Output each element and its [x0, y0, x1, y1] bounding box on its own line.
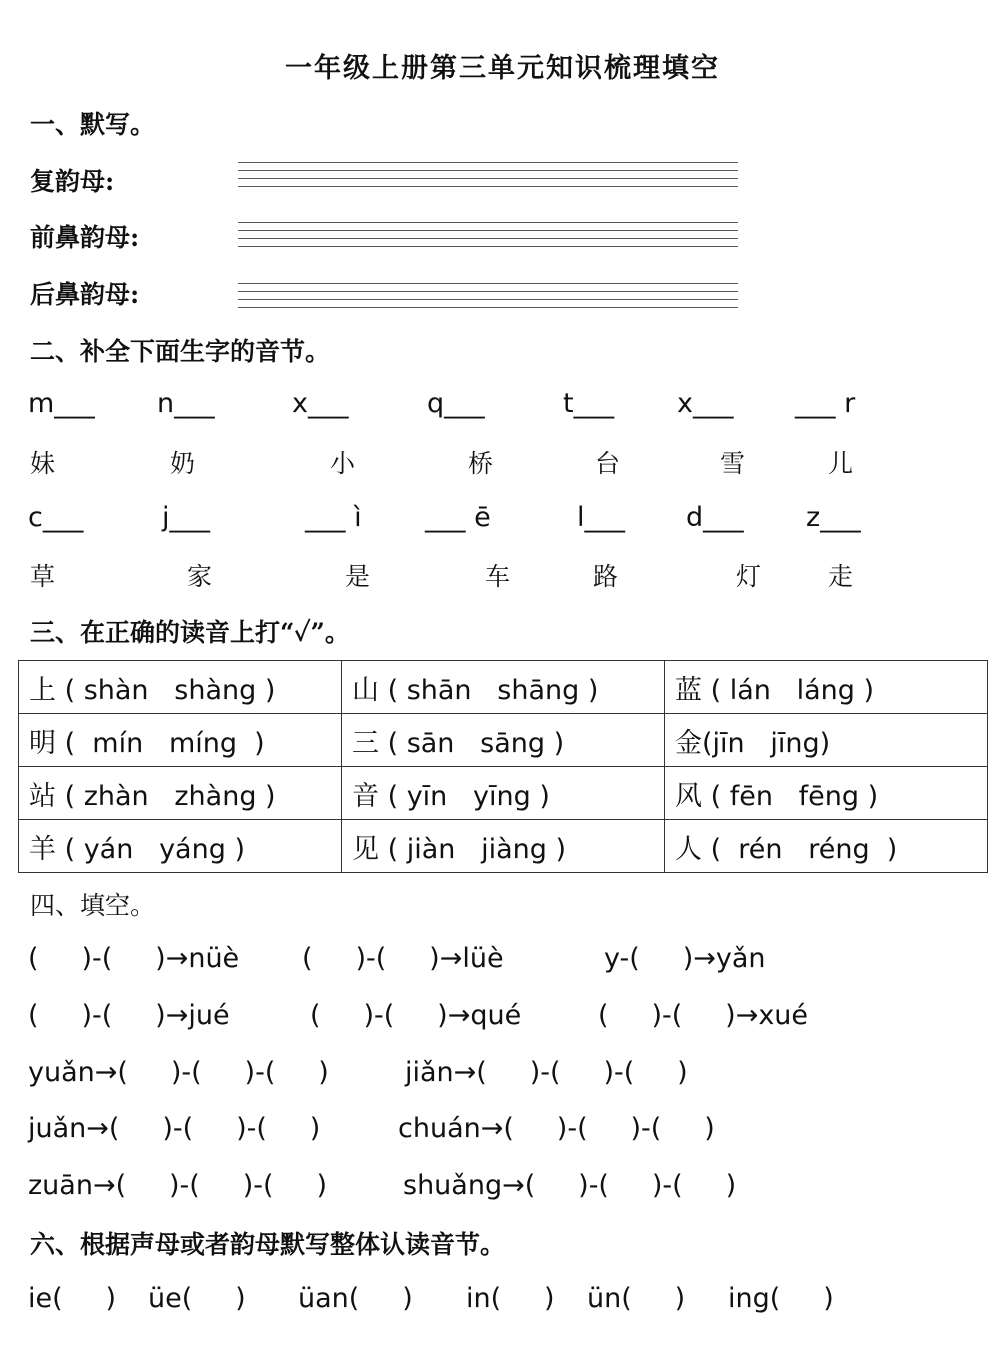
table-row	[19, 820, 988, 873]
hanzi-char: 小	[330, 449, 356, 478]
hanzi-char: 路	[593, 562, 619, 591]
tone-choice-cell[interactable]: 风 ( fēn fēng )	[665, 767, 988, 820]
page-title: 一年级上册第三单元知识梳理填空	[285, 53, 720, 84]
syllable-fill-item[interactable]: üan( )	[298, 1283, 413, 1314]
tone-choice-cell[interactable]: 见 ( jiàn jiàng )	[342, 820, 665, 873]
section1-heading: 一、默写。	[30, 110, 156, 139]
hanzi-char: 家	[187, 562, 213, 591]
section1-writing-lines-qianbi[interactable]	[238, 222, 738, 256]
hanzi-char: 台	[595, 449, 621, 478]
hanzi-char: 妹	[30, 449, 56, 478]
syllable-blank[interactable]: x___	[292, 388, 349, 419]
hanzi-char: 灯	[736, 562, 762, 591]
hanzi-char: 是	[345, 562, 371, 591]
syllable-fill-item[interactable]: ie( )	[28, 1283, 117, 1314]
tone-choice-cell[interactable]: 金(jīn jīng)	[665, 714, 988, 767]
table-row	[19, 714, 988, 767]
tone-choice-cell[interactable]: 三 ( sān sāng )	[342, 714, 665, 767]
hanzi-char: 雪	[720, 449, 746, 478]
syllable-blank[interactable]: t___	[563, 388, 615, 419]
hanzi-char: 草	[30, 562, 56, 591]
tone-choice-cell[interactable]: 明 ( mín míng )	[19, 714, 342, 767]
syllable-fill-item[interactable]: ün( )	[587, 1283, 686, 1314]
table-row	[19, 767, 988, 820]
section2-heading: 二、补全下面生字的音节。	[30, 337, 331, 366]
hanzi-char: 儿	[828, 449, 854, 478]
tone-choice-cell[interactable]: 上 ( shàn shàng )	[19, 661, 342, 714]
tone-choice-cell[interactable]: 羊 ( yán yáng )	[19, 820, 342, 873]
section4-heading: 四、填空。	[30, 891, 156, 920]
tone-choice-cell[interactable]: 站 ( zhàn zhàng )	[19, 767, 342, 820]
syllable-blank[interactable]: j___	[162, 502, 211, 533]
syllable-blank[interactable]: n___	[157, 388, 215, 419]
spelling-blank[interactable]: ( )-( )→qué	[310, 1000, 522, 1031]
hanzi-char: 走	[828, 562, 854, 591]
syllable-fill-item[interactable]: üe( )	[148, 1283, 246, 1314]
spelling-blank[interactable]: zuān→( )-( )-( )	[28, 1170, 327, 1201]
syllable-blank[interactable]: ___ ì	[305, 502, 362, 533]
spelling-blank[interactable]: juǎn→( )-( )-( )	[28, 1113, 321, 1144]
spelling-blank[interactable]: ( )-( )→lüè	[302, 943, 504, 974]
section1-writing-lines-houbi[interactable]	[238, 283, 738, 317]
table-row	[19, 661, 988, 714]
syllable-fill-item[interactable]: ing( )	[728, 1283, 834, 1314]
section1-label-fuyunmu: 复韵母:	[30, 167, 115, 196]
section6-heading: 六、根据声母或者韵母默写整体认读音节。	[30, 1230, 506, 1259]
tone-choice-cell[interactable]: 山 ( shān shāng )	[342, 661, 665, 714]
spelling-blank[interactable]: chuán→( )-( )-( )	[398, 1113, 715, 1144]
section1-label-houbi: 后鼻韵母:	[30, 280, 140, 309]
hanzi-char: 车	[485, 562, 511, 591]
section3-heading: 三、在正确的读音上打“✓”。	[30, 618, 350, 647]
spelling-blank[interactable]: ( )-( )→jué	[28, 1000, 230, 1031]
spelling-blank[interactable]: yuǎn→( )-( )-( )	[28, 1057, 329, 1088]
spelling-blank[interactable]: ( )-( )→nüè	[28, 943, 240, 974]
syllable-blank[interactable]: m___	[28, 388, 95, 419]
tone-choice-table	[18, 660, 988, 873]
hanzi-char: 奶	[170, 449, 196, 478]
syllable-blank[interactable]: d___	[686, 502, 744, 533]
tone-choice-cell[interactable]: 蓝 ( lán láng )	[665, 661, 988, 714]
syllable-fill-item[interactable]: in( )	[466, 1283, 555, 1314]
tone-choice-cell[interactable]: 人 ( rén réng )	[665, 820, 988, 873]
syllable-blank[interactable]: z___	[806, 502, 861, 533]
section1-label-qianbi: 前鼻韵母:	[30, 223, 140, 252]
syllable-blank[interactable]: ___ ē	[425, 502, 491, 533]
syllable-blank[interactable]: l___	[577, 502, 626, 533]
syllable-blank[interactable]: x___	[677, 388, 734, 419]
syllable-blank[interactable]: ___ r	[795, 388, 856, 419]
spelling-blank[interactable]: y-( )→yǎn	[604, 943, 766, 974]
hanzi-char: 桥	[468, 449, 494, 478]
spelling-blank[interactable]: ( )-( )→xué	[598, 1000, 809, 1031]
syllable-blank[interactable]: q___	[427, 388, 485, 419]
spelling-blank[interactable]: shuǎng→( )-( )-( )	[403, 1170, 737, 1201]
spelling-blank[interactable]: jiǎn→( )-( )-( )	[405, 1057, 688, 1088]
tone-choice-cell[interactable]: 音 ( yīn yīng )	[342, 767, 665, 820]
section1-writing-lines-fuyunmu[interactable]	[238, 162, 738, 196]
syllable-blank[interactable]: c___	[28, 502, 84, 533]
